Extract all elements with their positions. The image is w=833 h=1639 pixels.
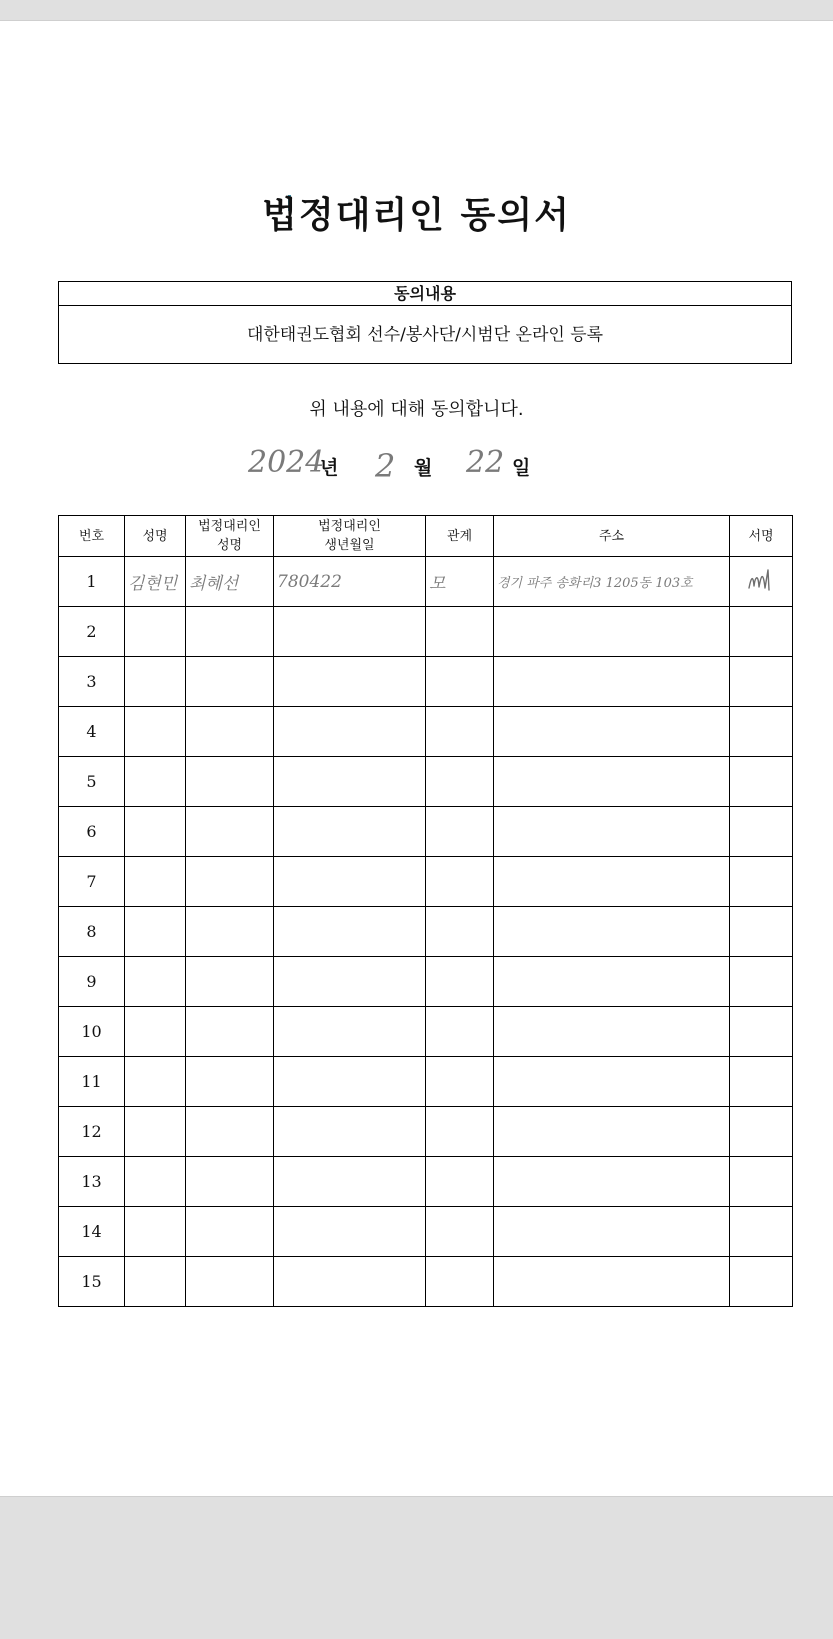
date-year-unit: 년 [320,457,339,479]
row-relation-cell [426,557,494,607]
consent-text: 대한태권도협회 선수/봉사단/시범단 온라인 등록 [246,325,604,345]
header-signature: 서명 [730,516,793,557]
header-guardian-name [186,516,274,557]
date-month-handwritten: 2 [375,447,396,485]
row-relation-handwritten: 모 [429,574,446,594]
table-row [59,1157,793,1207]
header-name: 성명 [125,516,186,557]
table-row [59,757,793,807]
row-name-cell [125,557,186,607]
row-signature-cell [730,557,793,607]
row-guardian-name-cell [186,557,274,607]
row-number: 10 [59,1007,125,1057]
row-number: 8 [59,907,125,957]
table-row [59,557,793,607]
date-day-unit: 일 [512,457,531,479]
table-row [59,1207,793,1257]
row-guardian-name-handwritten: 최혜선 [189,574,239,594]
table-row [59,857,793,907]
agree-statement: 위 내용에 대해 동의합니다. [309,399,524,420]
header-guardian-birth [274,516,426,557]
row-name-handwritten: 김현민 [128,574,178,594]
table-row [59,957,793,1007]
table-row [59,1007,793,1057]
row-number: 12 [59,1107,125,1157]
consent-box [58,281,792,364]
consent-header: 동의내용 [59,282,791,306]
row-guardian-birth-cell [274,557,426,607]
row-number: 6 [59,807,125,857]
document-title: 법정대리인 동의서 [262,194,571,236]
row-guardian-birth-handwritten: 780422 [277,571,342,592]
signature-scribble [741,560,781,600]
date-day-handwritten: 22 [466,445,505,480]
table-row [59,1057,793,1107]
row-number: 4 [59,707,125,757]
date-year-handwritten: 2024 [248,445,325,480]
row-number: 2 [59,607,125,657]
header-address: 주소 [494,516,730,557]
row-number: 13 [59,1157,125,1207]
row-number: 15 [59,1257,125,1307]
date-month-unit: 월 [414,457,433,479]
table-row [59,1257,793,1307]
table-row [59,1107,793,1157]
table-header-row [59,516,793,557]
header-guardian-birth-line2: 생년월일 [324,538,375,553]
header-guardian-birth-line1: 법정대리인 [318,519,381,534]
row-number: 11 [59,1057,125,1107]
header-guardian-name-line2: 성명 [216,538,243,553]
date-line [0,441,833,491]
table-row [59,807,793,857]
row-number: 1 [59,557,125,607]
row-number: 9 [59,957,125,1007]
row-address-handwritten: 경기 파주 송화리3 1205동 103호 [497,576,693,591]
guardian-roster-table [58,515,793,1307]
header-number: 번호 [59,516,125,557]
table-row [59,657,793,707]
header-relation: 관계 [426,516,494,557]
row-address-cell [494,557,730,607]
table-row [59,707,793,757]
row-number: 3 [59,657,125,707]
row-number: 7 [59,857,125,907]
document-page [0,20,833,1497]
table-row [59,907,793,957]
header-guardian-name-line1: 법정대리인 [198,519,261,534]
row-number: 14 [59,1207,125,1257]
row-number: 5 [59,757,125,807]
table-row [59,607,793,657]
